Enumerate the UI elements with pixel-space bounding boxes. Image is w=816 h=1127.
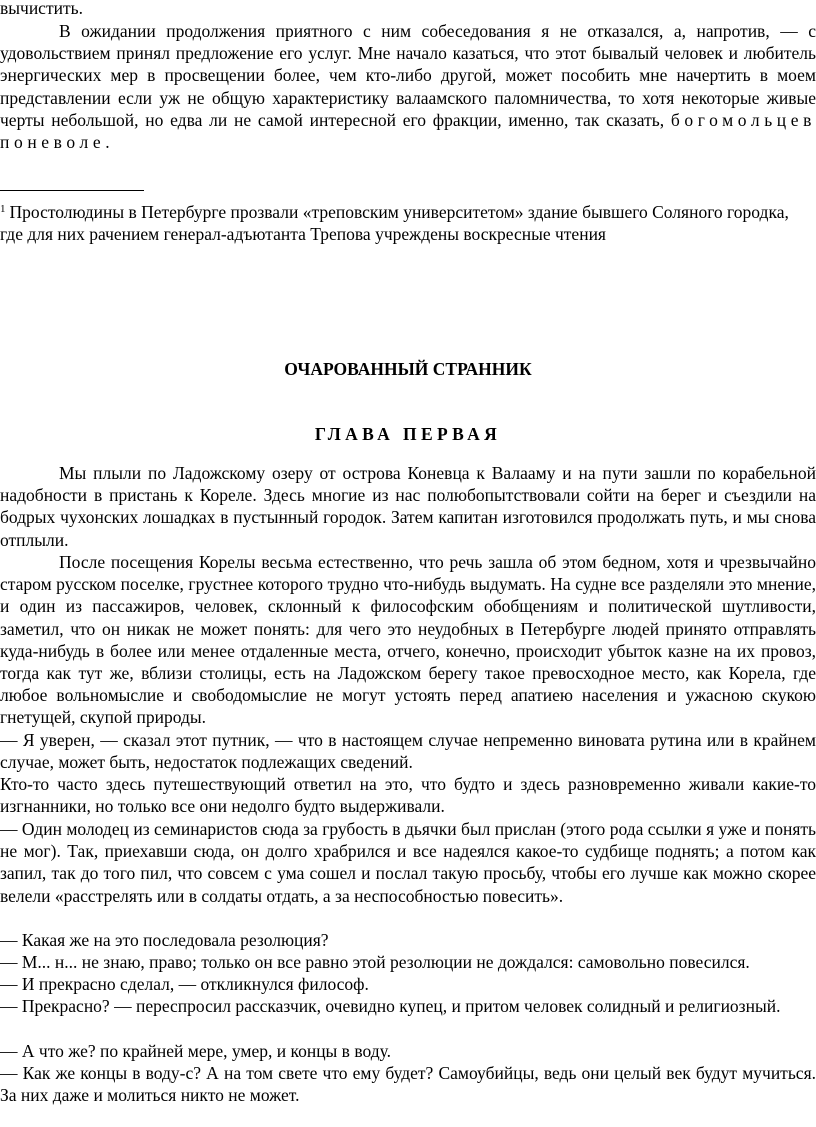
paragraph-previous-text: В ожидании продолжения приятного с ним собеседования я не отказался, а, напротив, — с удовольствием принял предложение его услуг. Мне начало казаться, что этот бывалый человек и любитель энергических мер в просвещении более, чем кто-либо другой, может пособить мне начертить в моем представлении если уж не общую характеристику валаамского паломничества, то хотя некоторые живые черты небольшой, но едва ли не самой интересной его фракции, именно, так сказать, (0, 21, 816, 130)
footnote-marker: 1 (0, 203, 6, 215)
footnote (0, 201, 816, 245)
paragraph: Кто-то часто здесь путешествующий ответил на это, что будто и здесь разновременно живали какие-то изгнанники, но только все они недолго будто выдерживали. (0, 774, 816, 817)
paragraph: — Как же концы в воду-с? А на том свете что ему будет? Самоубийцы, ведь они целый век будут мучиться. За них даже и молиться никто не может. (0, 1063, 816, 1106)
story-title: ОЧАРОВАННЫЙ СТРАННИК (284, 359, 532, 379)
paragraph: — И прекрасно сделал, — откликнулся философ. (0, 974, 369, 994)
footnote-divider (0, 190, 144, 191)
paragraph: — М... н... не знаю, право; только он все равно этой резолюции не дождался: самовольно повесился. (0, 952, 750, 972)
paragraph: — Один молодец из семинаристов сюда за грубость в дьячки был прислан (этого рода ссылки я уже и понять не мог). Так, приехавши сюда, он долго храбрился и все надеялся какое-то судбище поднять; а потом как запил, так до того пил, что совсем с ума сошел и послал такую просьбу, чтобы его лучше как можно скорее велели «расстрелять или в солдаты отдать, а за неспособностью повесить». (0, 819, 816, 906)
spaced-emphasis: богомольцев поневоле. (0, 109, 816, 153)
chapter-heading: ГЛАВА ПЕРВАЯ (314, 424, 502, 444)
carryover-line: вычистить. (0, 0, 83, 18)
paragraph: Мы плыли по Ладожскому озеру от острова Коневца к Валааму и на пути зашли по корабельной надобности в пристань к Кореле. Здесь многие из нас полюбопытствовали сойти на берег и съездили на бодрых чухонских лошадках в пустынный городок. Затем капитан изготовился продолжать путь, и мы снова отплыли. (0, 463, 816, 550)
paragraph-previous (0, 20, 816, 153)
paragraph: — Прекрасно? — переспросил рассказчик, очевидно купец, и притом человек солидный и религиозный. (0, 996, 781, 1016)
paragraph: После посещения Корелы весьма естественно, что речь зашла об этом бедном, хотя и чрезвычайно старом русском поселке, грустнее которого трудно что-нибудь выдумать. На судне все разделяли это мнение, и один из пассажиров, человек, склонный к философским обобщениям и политической шутливости, заметил, что он никак не может понять: для чего это неудобных в Петербурге людей принято отправлять куда-нибудь в более или менее отдаленные места, отчего, конечно, происходит убыток казне на их провоз, тогда как тут же, вблизи столицы, есть на Ладожском берегу такое превосходное место, как Корела, где любое вольномыслие и свободомыслие не могут устоять перед апатиею населения и ужасною скукою гнетущей, скупой природы. (0, 552, 816, 728)
paragraph: — А что же? по крайней мере, умер, и концы в воду. (0, 1041, 391, 1061)
paragraph: — Я уверен, — сказал этот путник, — что в настоящем случае непременно виновата рутина или в крайнем случае, может быть, недостаток подлежащих сведений. (0, 730, 816, 773)
footnote-text: Простолюдины в Петербурге прозвали «треповским университетом» здание бывшего Соляного городка, где для них рачением генерал-адъютанта Трепова учреждены воскресные чтения (0, 202, 789, 245)
paragraph: — Какая же на это последовала резолюция? (0, 930, 329, 950)
